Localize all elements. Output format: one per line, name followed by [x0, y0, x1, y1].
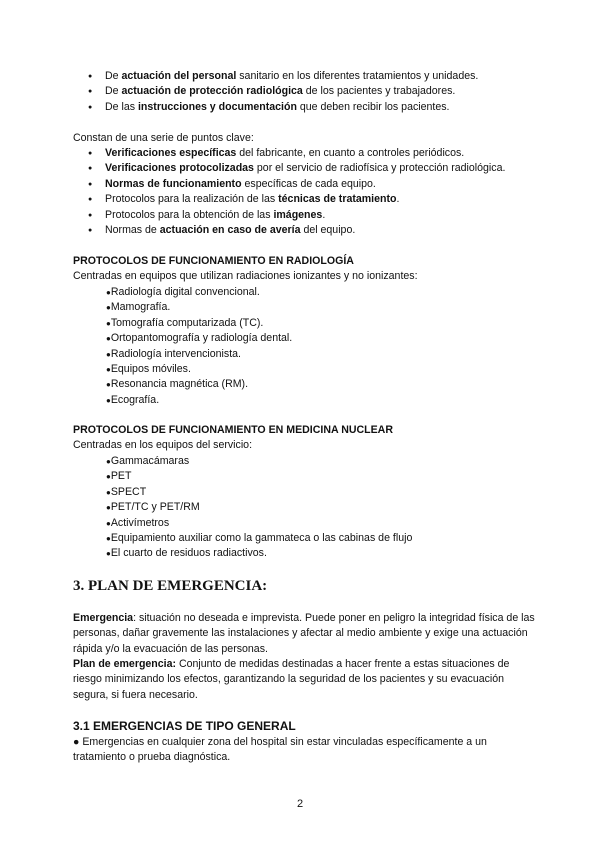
bold-text: actuación de protección radiológica [121, 85, 303, 98]
bold-text: Verificaciones protocolizadas [105, 162, 254, 175]
subsection-text: ● Emergencias en cualquier zona del hospital sin estar vinculadas específicamente a un tratamiento o prueba diagnóstica. [73, 736, 487, 764]
list-item [73, 223, 540, 238]
text: . [322, 208, 326, 221]
list-item: ● Mamografía. [73, 300, 540, 315]
list-item [73, 208, 540, 223]
list-item [73, 100, 540, 115]
list-item: ● Activímetros [73, 516, 540, 531]
list-item: ● Ecografía. [73, 393, 540, 408]
subsection-heading: 3.1 EMERGENCIAS DE TIPO GENERAL [73, 719, 296, 733]
text: de los pacientes y trabajadores. [302, 85, 456, 98]
list-item: ● SPECT [73, 485, 540, 500]
bold-text: Plan de emergencia: [73, 658, 177, 670]
section-heading-emergencia: 3. PLAN DE EMERGENCIA: [73, 578, 268, 594]
bold-text: actuación en caso de avería [159, 224, 301, 237]
list-item: ● Radiología digital convencional. [73, 285, 540, 300]
text: : situación no deseada e imprevista. Puede poner en peligro la integridad física de las personas, dañar gravemente las instalaciones y afectar al medio ambiente y exige una actuación rápida y/o la evacuación de las personas. [73, 612, 535, 655]
list-item: ● Equipos móviles. [73, 362, 540, 377]
bold-text: instrucciones y documentación [137, 100, 297, 113]
text: Normas de [105, 224, 160, 237]
text: que deben recibir los pacientes. [296, 100, 450, 113]
list-item: ● Ortopantomografía y radiología dental. [73, 331, 540, 346]
list-item: ● Radiología intervencionista. [73, 347, 540, 362]
text: Protocolos para la realización de las [105, 193, 279, 206]
list-item: ● Equipamiento auxiliar como la gammateca o las cabinas de flujo [73, 531, 540, 546]
bold-text: técnicas de tratamiento [278, 193, 397, 206]
list-item [73, 161, 540, 176]
text: específicas de cada equipo. [241, 177, 376, 190]
key-points-intro: Constan de una serie de puntos clave: [73, 132, 254, 144]
list-item [73, 84, 540, 99]
list-item [73, 192, 540, 207]
page-number: 2 [296, 798, 304, 810]
text: del fabricante, en cuanto a controles periódicos. [236, 147, 465, 159]
definition-emergencia [73, 611, 540, 657]
list-actuaciones [73, 69, 540, 115]
text: De [105, 85, 122, 98]
list-item [73, 177, 540, 192]
list-item: ● PET/TC y PET/RM [73, 500, 540, 515]
text: Protocolos para la obtención de las [105, 208, 274, 221]
list-item: ● El cuarto de residuos radiactivos. [73, 546, 540, 561]
text: sanitario en los diferentes tratamientos y unidades. [236, 70, 479, 82]
nuclear-intro: Centradas en los equipos del servicio: [73, 439, 253, 451]
list-item: ● Gammacámaras [73, 454, 540, 469]
list-nuclear [73, 454, 540, 562]
list-item: ● Tomografía computarizada (TC). [73, 316, 540, 331]
definition-plan-emergencia [73, 657, 540, 703]
list-puntos-clave [73, 146, 540, 238]
text: por el servicio de radiofísica y protección radiológica. [253, 162, 506, 175]
list-item [73, 69, 540, 84]
bold-text: imágenes [273, 208, 323, 221]
list-item: ● PET [73, 469, 540, 484]
text: Conjunto de medidas destinadas a hacer frente a estas situaciones de riesgo minimizando los efectos, garantizando la seguridad de los pacientes y su evacuación segura, si fuera necesario. [73, 658, 510, 701]
list-item [73, 146, 540, 161]
text: del equipo. [300, 224, 356, 237]
text: . [396, 193, 400, 206]
bold-text: Normas de funcionamiento [105, 177, 242, 190]
radiologia-intro: Centradas en equipos que utilizan radiaciones ionizantes y no ionizantes: [73, 270, 418, 282]
section-heading-radiologia: PROTOCOLOS DE FUNCIONAMIENTO EN RADIOLOGÍA [73, 255, 354, 267]
bold-text: Emergencia [73, 612, 134, 624]
text: De [105, 70, 122, 82]
bold-text: Verificaciones específicas [105, 147, 237, 159]
bold-text: actuación del personal [121, 70, 237, 82]
section-heading-nuclear: PROTOCOLOS DE FUNCIONAMIENTO EN MEDICINA NUCLEAR [73, 424, 393, 436]
list-radiologia [73, 285, 540, 408]
text: De las [105, 100, 138, 113]
list-item: ● Resonancia magnética (RM). [73, 377, 540, 392]
